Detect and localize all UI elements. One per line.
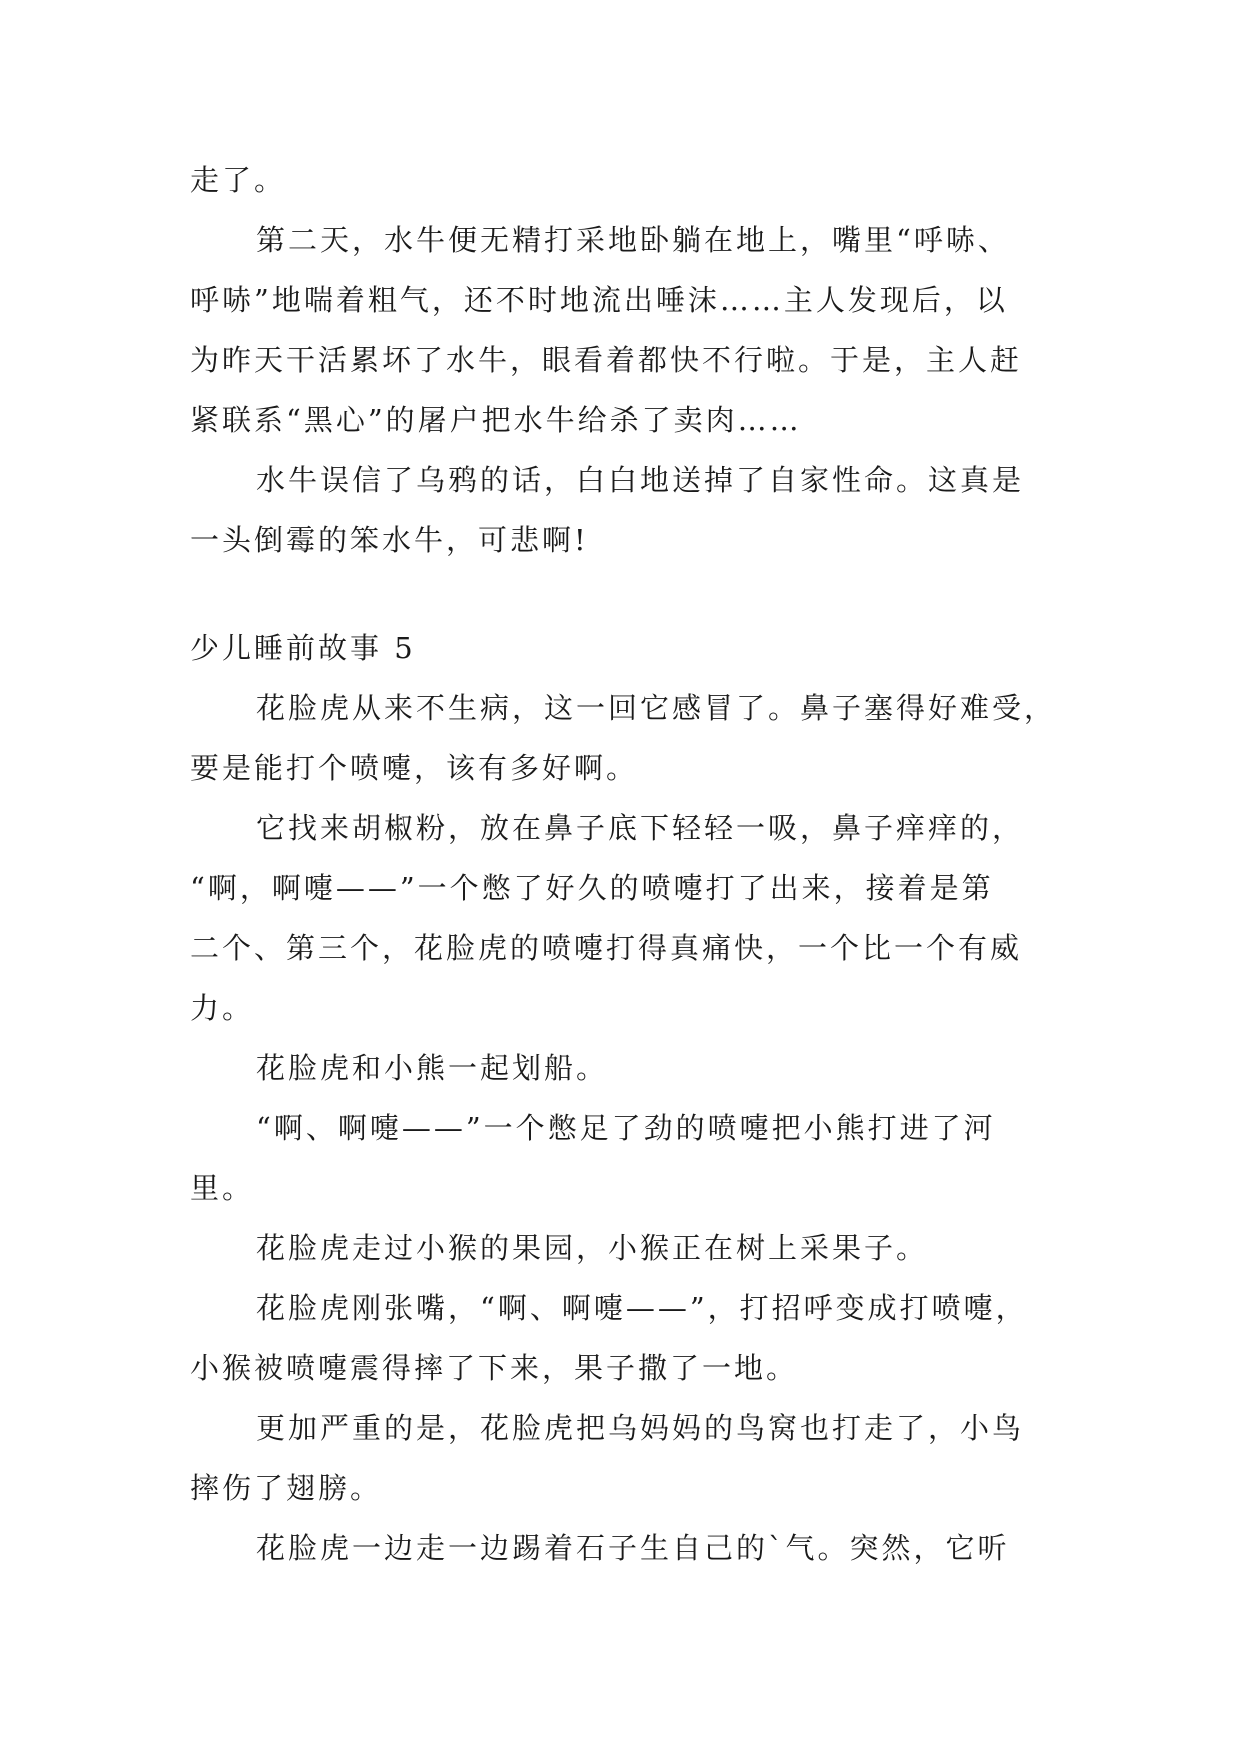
text-line: 力。 [190,991,255,1025]
text-line: “啊，啊嚏——”一个憋了好久的喷嚏打了出来，接着是第 [190,871,994,905]
text-line: 为昨天干活累坏了水牛，眼看着都快不行啦。于是，主人赶 [190,343,1023,377]
text-line: 水牛误信了乌鸦的话，白白地送掉了自家性命。这真是 [256,463,1025,497]
text-line: 小猴被喷嚏震得摔了下来，果子撒了一地。 [190,1351,799,1385]
text-line: 一头倒霉的笨水牛，可悲啊! [190,523,589,557]
text-line: 里。 [190,1171,255,1205]
text-line: 花脸虎刚张嘴，“啊、啊嚏——”，打招呼变成打喷嚏， [256,1291,1028,1325]
text-line: “啊、啊嚏——”一个憋足了劲的喷嚏把小熊打进了河 [256,1111,996,1145]
text-line: 第二天，水牛便无精打采地卧躺在地上，嘴里“呼哧、 [256,223,1010,257]
text-line: 二个、第三个，花脸虎的喷嚏打得真痛快，一个比一个有威 [190,931,1023,965]
text-line: 摔伤了翅膀。 [190,1471,383,1505]
text-line: 走了。 [190,163,287,197]
section-heading: 少儿睡前故事 5 [190,631,416,665]
text-line: 花脸虎一边走一边踢着石子生自己的`气。突然，它听 [256,1531,1010,1565]
text-line: 它找来胡椒粉，放在鼻子底下轻轻一吸，鼻子痒痒的， [256,811,1025,845]
text-line: 花脸虎和小熊一起划船。 [256,1051,609,1085]
text-line: 呼哧”地喘着粗气，还不时地流出唾沫……主人发现后，以 [190,283,1008,317]
text-line: 花脸虎从来不生病，这一回它感冒了。鼻子塞得好难受， [256,691,1057,725]
text-line: 要是能打个喷嚏，该有多好啊。 [190,751,639,785]
text-line: 花脸虎走过小猴的果园，小猴正在树上采果子。 [256,1231,929,1265]
text-line: 紧联系“黑心”的屠户把水牛给杀了卖肉…… [190,403,802,437]
text-line: 更加严重的是，花脸虎把乌妈妈的鸟窝也打走了，小鸟 [256,1411,1025,1445]
